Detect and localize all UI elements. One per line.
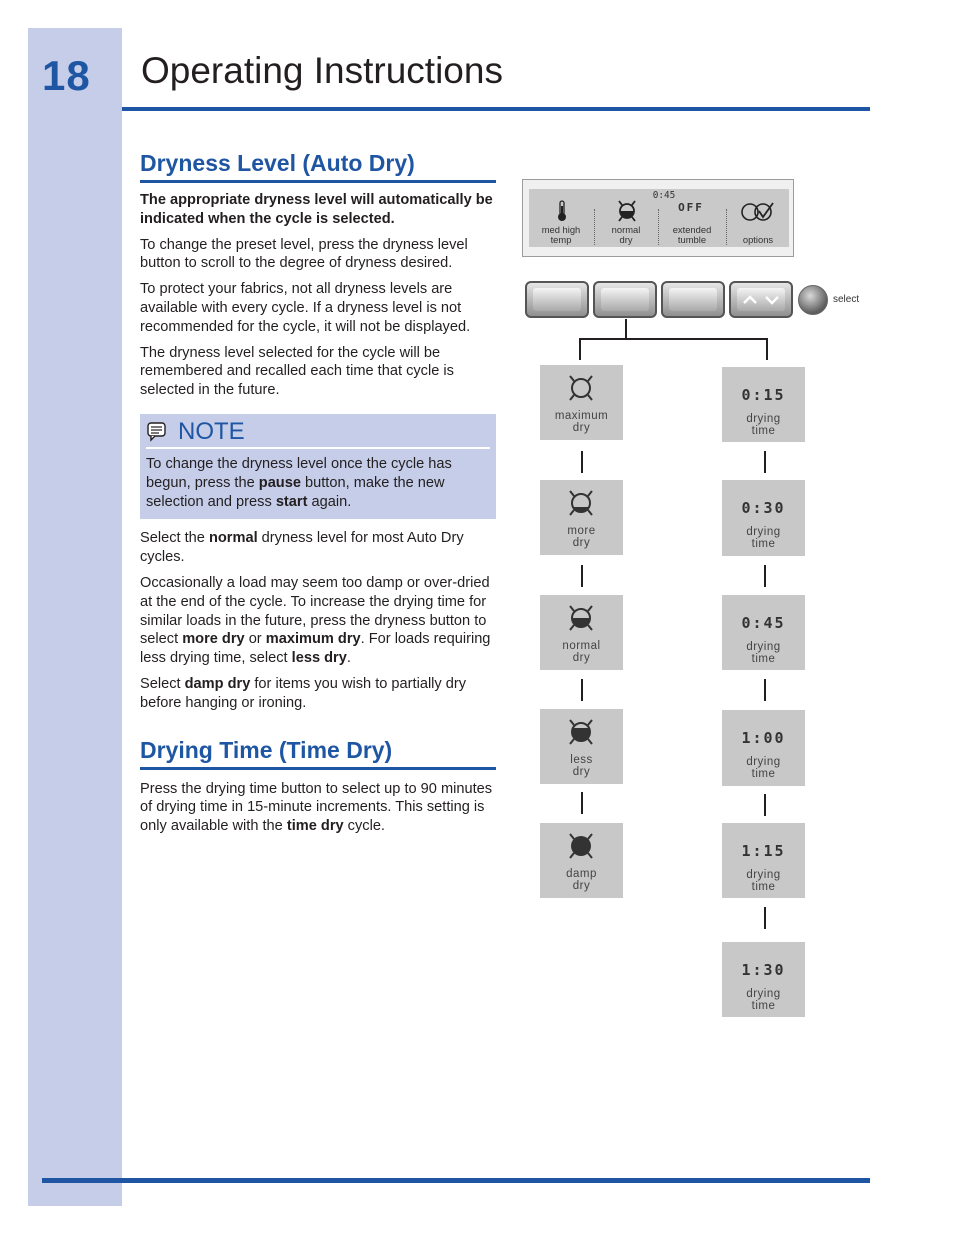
time-tile-value: 1:00 [741,729,786,747]
connector-line [625,319,627,339]
drying-time-heading: Drying Time (Time Dry) [140,737,496,770]
connector-line [766,338,768,360]
note-title: NOTE [178,417,245,445]
display-time: 0:45 [652,190,676,201]
display-status: OFF [678,201,704,214]
connector-line [764,451,766,473]
drying-time-paragraph: Press the drying time button to select up to 90 minutes of drying time in 15-minute increments. This setting is only available with the time dry cycle. [140,780,493,835]
time-tile-0-45 [722,595,805,670]
time-tile-1-30 [722,942,805,1017]
chevron-up-icon[interactable] [741,293,759,307]
display-separator [726,209,727,245]
dryness-tile-more [540,480,623,555]
connector-line [764,794,766,816]
dryness-intro: The appropriate dryness level will automatically be indicated when the cycle is selected. [140,192,493,227]
connector-line [764,679,766,701]
time-tile-label: drying time [746,641,781,665]
dryness-tile-label: maximum dry [554,410,609,434]
tumble-button[interactable] [661,281,725,318]
sun-empty-icon [564,371,598,405]
time-tile-value: 0:45 [741,614,786,632]
time-tile-label: drying time [746,988,781,1012]
note-text: To change the dryness level once the cycle has begun, press the pause button, make the new selection and press start again. [146,455,452,510]
header-rule [122,107,870,111]
options-icon [740,201,776,223]
connector-line [579,338,768,340]
dryness-tile-label: more dry [567,525,596,549]
time-tile-1-00 [722,710,805,786]
page-number: 18 [42,52,91,99]
dryness-tile-maximum [540,365,623,440]
dryness-paragraph-4: Select the normal dryness level for most Auto Dry cycles. [140,530,464,566]
note-box [140,414,496,519]
chevron-down-icon[interactable] [763,293,781,307]
thermometer-icon [556,200,568,222]
display-panel [522,179,794,257]
time-tile-value: 1:30 [741,961,786,979]
segment-temp-label: med high temp [541,224,581,245]
connector-line [579,338,581,360]
select-label: select [833,294,860,305]
dryness-button[interactable] [593,281,657,318]
time-tile-label: drying time [746,756,781,780]
dryness-tile-label: less dry [570,754,593,778]
dryness-tile-damp [540,823,623,898]
dryness-tile-normal [540,595,623,670]
note-header [146,418,490,449]
time-tile-0-15 [722,367,805,442]
connector-line [764,565,766,587]
footer-rule [42,1178,870,1183]
segment-tumble-label: extended tumble [672,224,712,245]
note-icon [146,422,168,442]
dryness-paragraph-6: Select damp dry for items you wish to partially dry before hanging or ironing. [140,675,467,711]
connector-line [581,679,583,701]
dryness-paragraph-2: To protect your fabrics, not all dryness levels are available with every cycle. If a dryness level is not recommended for the cycle, it will not be displayed. [140,281,471,335]
connector-line [581,451,583,473]
sun-full-fill-icon [564,829,598,863]
time-tile-value: 1:15 [741,842,786,860]
time-tile-label: drying time [746,413,781,437]
sun-half-fill-icon [564,601,598,635]
display-separator [594,209,595,245]
sun-low-fill-icon [564,486,598,520]
connector-line [581,565,583,587]
left-column [140,150,496,836]
page-title: Operating Instructions [141,50,503,91]
temp-button[interactable] [525,281,589,318]
page-sidebar [28,28,122,1206]
time-tile-value: 0:15 [741,386,786,404]
time-tile-label: drying time [746,869,781,893]
dryness-tile-label: damp dry [566,868,597,892]
time-tile-1-15 [722,823,805,898]
options-button[interactable] [729,281,793,318]
dryness-paragraph-1: To change the preset level, press the dryness level button to scroll to the degree of dryness desired. [140,236,468,272]
time-tile-0-30 [722,480,805,556]
segment-dryness-label: normal dry [611,224,641,245]
connector-line [581,792,583,814]
dryness-tile-label: normal dry [562,640,601,664]
dryness-normal-icon [613,197,641,225]
display-separator [658,209,659,245]
connector-line [764,907,766,929]
select-knob[interactable] [798,285,828,315]
sun-mostly-fill-icon [564,715,598,749]
dryness-paragraph-5: Occasionally a load may seem too damp or over-dried at the end of the cycle. To increase the drying time for similar loads in the future, press the dryness button to select more dry or maximum dry. For loads requiring less drying time, select less dry. [140,574,491,667]
dryness-heading: Dryness Level (Auto Dry) [140,150,496,183]
time-tile-value: 0:30 [741,499,786,517]
time-tile-label: drying time [746,526,781,550]
dryness-tile-less [540,709,623,784]
display-screen [529,189,789,247]
dryness-paragraph-3: The dryness level selected for the cycle will be remembered and recalled each time that cycle is selected in the future. [140,344,454,399]
segment-options-label: options [742,234,774,245]
